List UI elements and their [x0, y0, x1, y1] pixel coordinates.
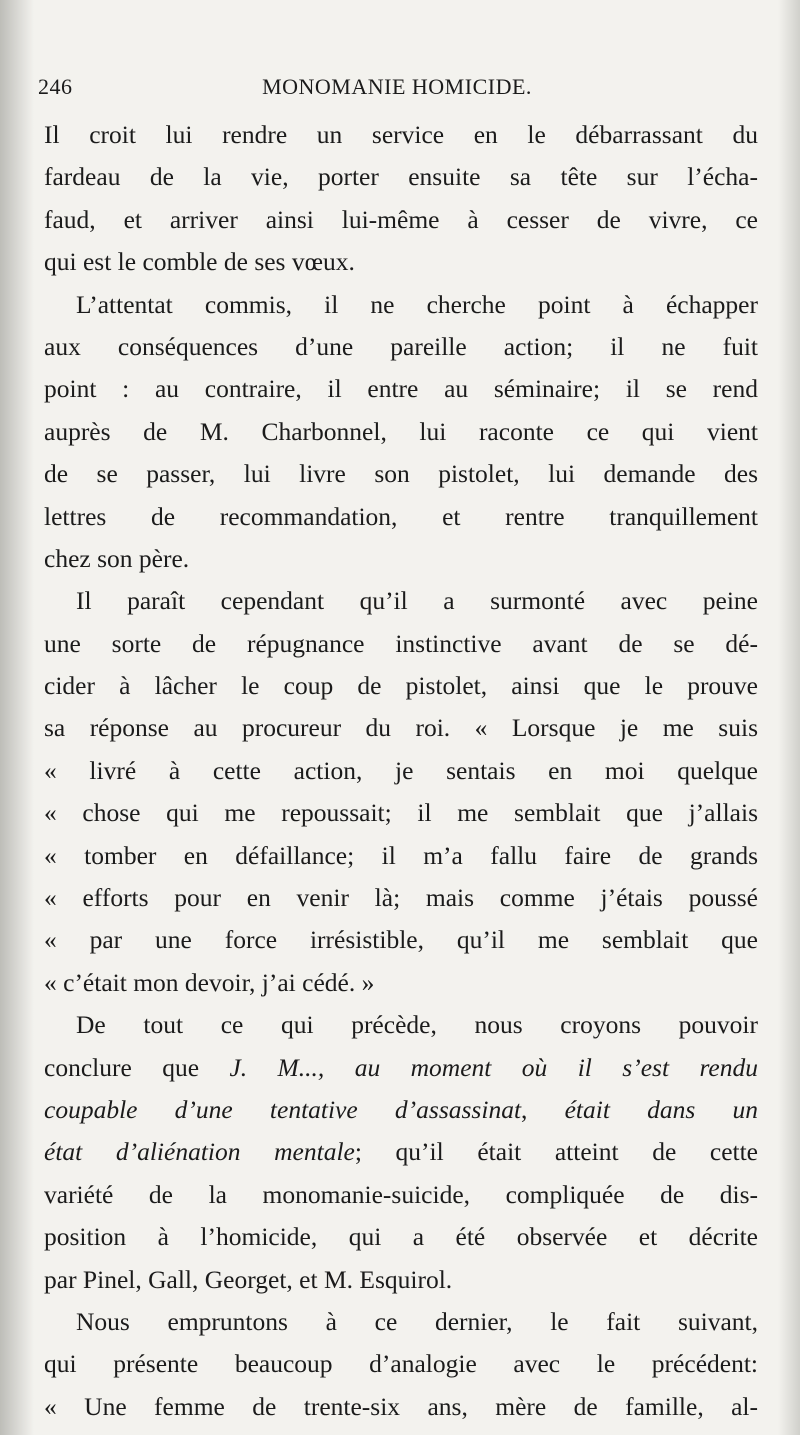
paragraph-start-line: Il paraît cependant qu’il a surmonté avec peine: [76, 586, 758, 616]
text-line: par Pinel, Gall, Georget, et M. Esquirol.: [44, 1264, 453, 1294]
text-line: qui est le comble de ses vœux.: [44, 247, 355, 277]
line-italic-text: était dans un: [564, 1094, 758, 1124]
text-line: [44, 1131, 758, 1173]
paragraph-start-line: Nous empruntons à ce dernier, le fait suivant,: [76, 1306, 758, 1336]
line-roman-text: ; qu’il était atteint de cette: [354, 1137, 758, 1167]
text-line: de se passer, lui livre son pistolet, lui demande des: [44, 459, 758, 489]
text-line: point : au contraire, il entre au séminaire; il se rend: [44, 374, 758, 404]
line-italic-text: coupable d’une tentative d’assassinat: [44, 1094, 522, 1124]
text-line: cider à lâcher le coup de pistolet, ainsi que le prouve: [44, 671, 758, 701]
page-number: 246: [38, 74, 73, 99]
text-line: lettres de recommandation, et rentre tranquillement: [44, 501, 758, 531]
text-line: variété de la monomanie-suicide, compliquée de dis-: [44, 1179, 758, 1209]
quote-line: « par une force irrésistible, qu’il me semblait que: [44, 925, 758, 955]
line-italic-text: état d’aliénation mentale: [44, 1137, 355, 1167]
text-line: [44, 1089, 758, 1131]
quote-line: « tomber en défaillance; il m’a fallu faire de grands: [44, 840, 758, 870]
quote-line: « chose qui me repoussait; il me semblait que j’allais: [44, 798, 758, 828]
quote-line: « Une femme de trente-six ans, mère de famille, al-: [44, 1391, 758, 1421]
paragraph-start-line: L’attentat commis, il ne cherche point à échapper: [76, 289, 758, 319]
text-line: faud, et arriver ainsi lui-même à cesser de vivre, ce: [44, 204, 758, 234]
text-line: fardeau de la vie, porter ensuite sa tête sur l’écha-: [44, 162, 758, 192]
line-roman-text: conclure que: [44, 1052, 230, 1082]
text-line: une sorte de répugnance instinctive avant de se dé-: [44, 628, 758, 658]
text-line: sa réponse au procureur du roi. « Lorsque je me suis: [44, 713, 758, 743]
header-title: MONOMANIE HOMICIDE.: [262, 74, 532, 99]
body-text: [44, 114, 758, 1428]
paragraph-start-line: De tout ce qui précède, nous croyons pouvoir: [76, 1010, 758, 1040]
running-head: [34, 74, 760, 104]
quote-line: « c’était mon devoir, j’ai cédé. »: [44, 967, 375, 997]
quote-line: « efforts pour en venir là; mais comme j’étais poussé: [44, 883, 758, 913]
text-line: position à l’homicide, qui a été observée et décrite: [44, 1222, 758, 1252]
line-italic-text: J. M..., au moment où il s’est rendu: [229, 1052, 758, 1082]
text-line: aux conséquences d’une pareille action; il ne fuit: [44, 331, 758, 361]
text-line: Il croit lui rendre un service en le débarrassant du: [44, 120, 758, 149]
text-line: chez son père.: [44, 543, 190, 573]
text-line: qui présente beaucoup d’analogie avec le précédent:: [44, 1349, 758, 1379]
line-roman-text: ,: [521, 1094, 565, 1124]
text-line: [44, 1047, 758, 1089]
text-line: auprès de M. Charbonnel, lui raconte ce qui vient: [44, 416, 758, 446]
quote-line: « livré à cette action, je sentais en moi quelque: [44, 755, 758, 785]
